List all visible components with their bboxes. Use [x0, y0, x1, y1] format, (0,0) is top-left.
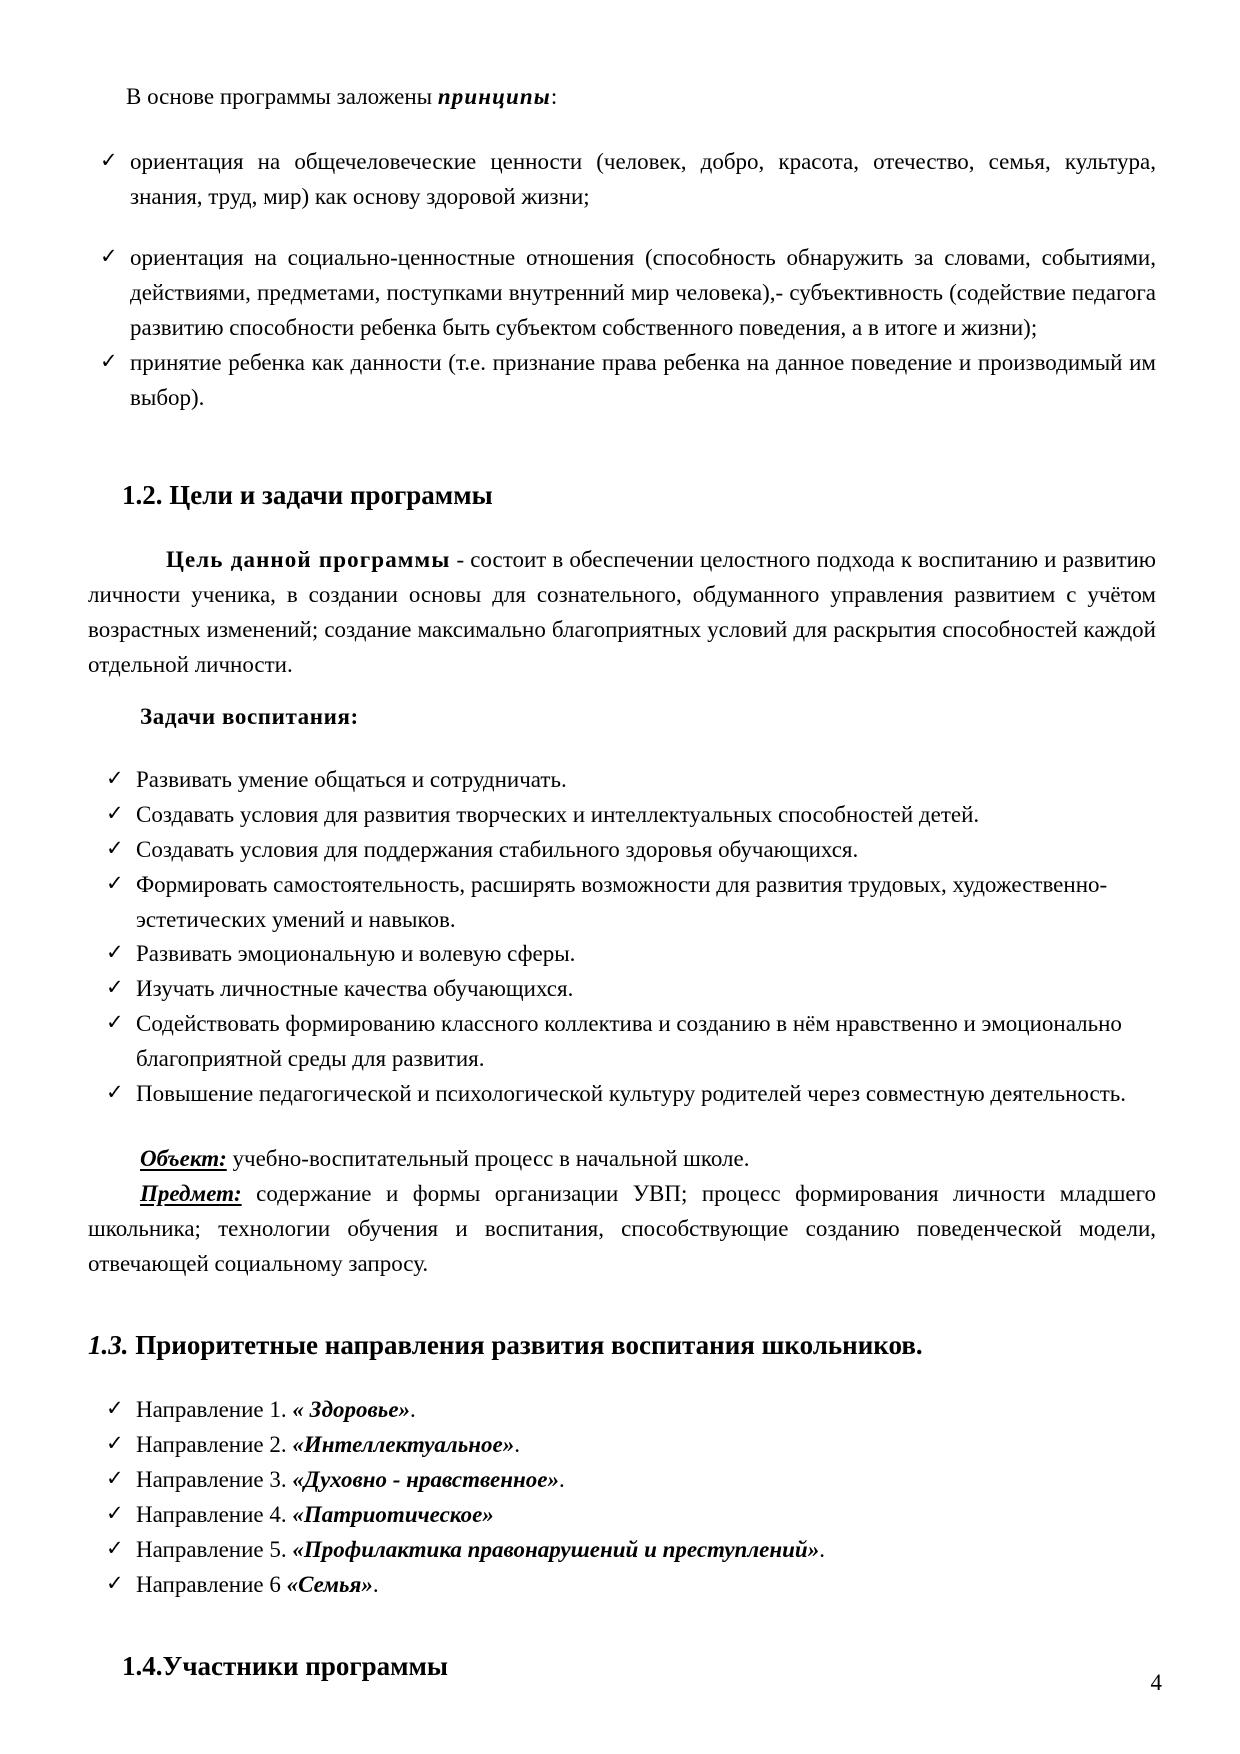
check-icon: ✓: [106, 1535, 124, 1560]
spacer: [88, 1112, 1156, 1142]
direction-prefix: Направление 3.: [136, 1467, 293, 1493]
direction-name: «Семья»: [286, 1571, 373, 1597]
list-item-label: ориентация на общечеловеческие ценности (человек, добро, красота, отечество, семья, культура, знания, труд, мир) как основу здоровой жизни;: [130, 148, 1156, 209]
list-item-label: Развивать умение общаться и сотрудничать.: [136, 766, 567, 792]
list-item: [88, 1007, 1156, 1077]
spacer: [88, 733, 1156, 763]
direction-suffix: .: [410, 1397, 416, 1423]
object-text: учебно-воспитательный процесс в начальной школе.: [226, 1146, 750, 1172]
direction-suffix: .: [372, 1571, 379, 1597]
goal-text: - состоит в обеспечении целостного подхода к воспитанию и развитию личности ученика, в создании основы для сознательного, обдуманного управления развитием с учётом возрастных изменений; создание максимально благоприятных условий для раскрытия способностей каждой отдельной личности.: [88, 546, 1156, 677]
check-icon: ✓: [100, 147, 118, 172]
heading-tasks: Задачи воспитания:: [140, 703, 359, 729]
list-item: [88, 1393, 1156, 1428]
subject-label: Предмет:: [140, 1181, 242, 1207]
subject-paragraph: [88, 1177, 1156, 1282]
list-item: [88, 1533, 1156, 1568]
list-item-label: Содействовать формированию классного коллектива и созданию в нём нравственно и эмоционально благоприятной среды для развития.: [136, 1011, 1122, 1072]
list-item: [88, 763, 1156, 798]
object-paragraph: [88, 1142, 1156, 1177]
tasks-list: [88, 763, 1156, 1113]
principles-list: [88, 145, 1156, 416]
directions-list: [88, 1393, 1156, 1603]
check-icon: ✓: [106, 1010, 124, 1035]
list-item: [88, 798, 1156, 833]
list-item: [88, 346, 1156, 416]
spacer: [88, 513, 1156, 543]
check-icon: ✓: [106, 975, 124, 1000]
list-item-label: Изучать личностные качества обучающихся.: [136, 976, 574, 1002]
direction-suffix: .: [819, 1536, 825, 1562]
check-icon: ✓: [106, 1501, 124, 1526]
check-icon: ✓: [106, 1431, 124, 1456]
list-item: [88, 833, 1156, 868]
check-icon: ✓: [106, 1396, 124, 1421]
subject-text: содержание и формы организации УВП; процесс формирования личности младшего школьника; технологии обучения и воспитания, способствующие созданию поведенческой модели, отвечающей социальному запросу.: [88, 1181, 1156, 1277]
direction-name: «Патриотическое»: [292, 1502, 494, 1528]
list-item: [88, 241, 1156, 346]
list-item-label: Создавать условия для развития творческих и интеллектуальных способностей детей.: [136, 801, 980, 827]
list-item: [88, 937, 1156, 972]
list-item-label: Формировать самостоятельность, расширять возможности для развития трудовых, художественно-эстетических умений и навыков.: [136, 871, 1108, 932]
list-item: [88, 1463, 1156, 1498]
goal-paragraph: [88, 543, 1156, 683]
heading-section-1-3-number: 1.3.: [88, 1330, 129, 1361]
direction-prefix: Направление 2.: [136, 1432, 293, 1458]
heading-section-1-2: 1.2. Цели и задачи программы: [122, 479, 493, 510]
heading-section-1-4: 1.4.Участники программы: [122, 1650, 448, 1681]
principles-lead-emphasis: принципы: [437, 84, 551, 109]
direction-name: «Профилактика правонарушений и преступлений»: [292, 1536, 820, 1562]
spacer: [88, 1363, 1156, 1393]
direction-name: «Духовно - нравственное»: [292, 1467, 559, 1493]
check-icon: ✓: [100, 348, 118, 373]
principles-lead-paragraph: [88, 80, 1156, 115]
spacer: [88, 1282, 1156, 1328]
list-item: [88, 145, 1156, 215]
direction-prefix: Направление 6: [136, 1571, 287, 1597]
direction-suffix: .: [558, 1467, 565, 1493]
check-icon: ✓: [100, 243, 118, 268]
check-icon: ✓: [106, 1570, 124, 1595]
direction-name: « Здоровье»: [292, 1397, 411, 1423]
list-item: [88, 1077, 1156, 1112]
list-item: [88, 1568, 1156, 1603]
principles-lead-before: В основе программы заложены: [126, 84, 438, 109]
spacer: [88, 416, 1156, 478]
direction-suffix: .: [514, 1432, 520, 1458]
list-item: [88, 868, 1156, 938]
spacer: [88, 1603, 1156, 1649]
list-item-label: Развивать эмоциональную и волевую сферы.: [136, 941, 576, 967]
check-icon: ✓: [106, 1466, 124, 1491]
object-label: Объект:: [140, 1146, 227, 1172]
direction-prefix: Направление 4.: [136, 1502, 293, 1528]
direction-prefix: Направление 5.: [136, 1536, 293, 1562]
check-icon: ✓: [106, 940, 124, 965]
spacer: [88, 115, 1156, 145]
list-item: [88, 972, 1156, 1007]
list-item: [88, 1428, 1156, 1463]
page-number: 4: [1150, 1670, 1162, 1695]
heading-section-1-3-text: Приоритетные направления развития воспитания школьников.: [128, 1330, 923, 1361]
check-icon: ✓: [106, 765, 124, 790]
check-icon: ✓: [106, 800, 124, 825]
direction-name: «Интеллектуальное»: [292, 1432, 515, 1458]
check-icon: ✓: [106, 835, 124, 860]
check-icon: ✓: [106, 870, 124, 895]
principles-lead-after: :: [550, 84, 558, 109]
list-item-label: Повышение педагогической и психологической культуру родителей через совместную деятельность.: [136, 1081, 1126, 1107]
list-item-label: ориентация на социально-ценностные отношения (способность обнаружить за словами, событиями, действиями, предметами, поступками внутренний мир человека),- субъективность (содействие педагога развитию способности ребенка быть субъектом собственного поведения, а в итоге и жизни);: [130, 244, 1156, 340]
check-icon: ✓: [106, 1080, 124, 1105]
direction-prefix: Направление 1.: [136, 1397, 293, 1423]
list-item-label: принятие ребенка как данности (т.е. признание права ребенка на данное поведение и производимый им выбор).: [130, 349, 1156, 410]
list-item: [88, 1498, 1156, 1533]
page-content: [88, 80, 1156, 1684]
goal-label: Цель данной программы: [166, 546, 451, 572]
heading-section-1-3: [88, 1328, 1156, 1363]
list-item-label: Создавать условия для поддержания стабильного здоровья обучающихся.: [136, 836, 859, 862]
spacer: [88, 683, 1156, 701]
